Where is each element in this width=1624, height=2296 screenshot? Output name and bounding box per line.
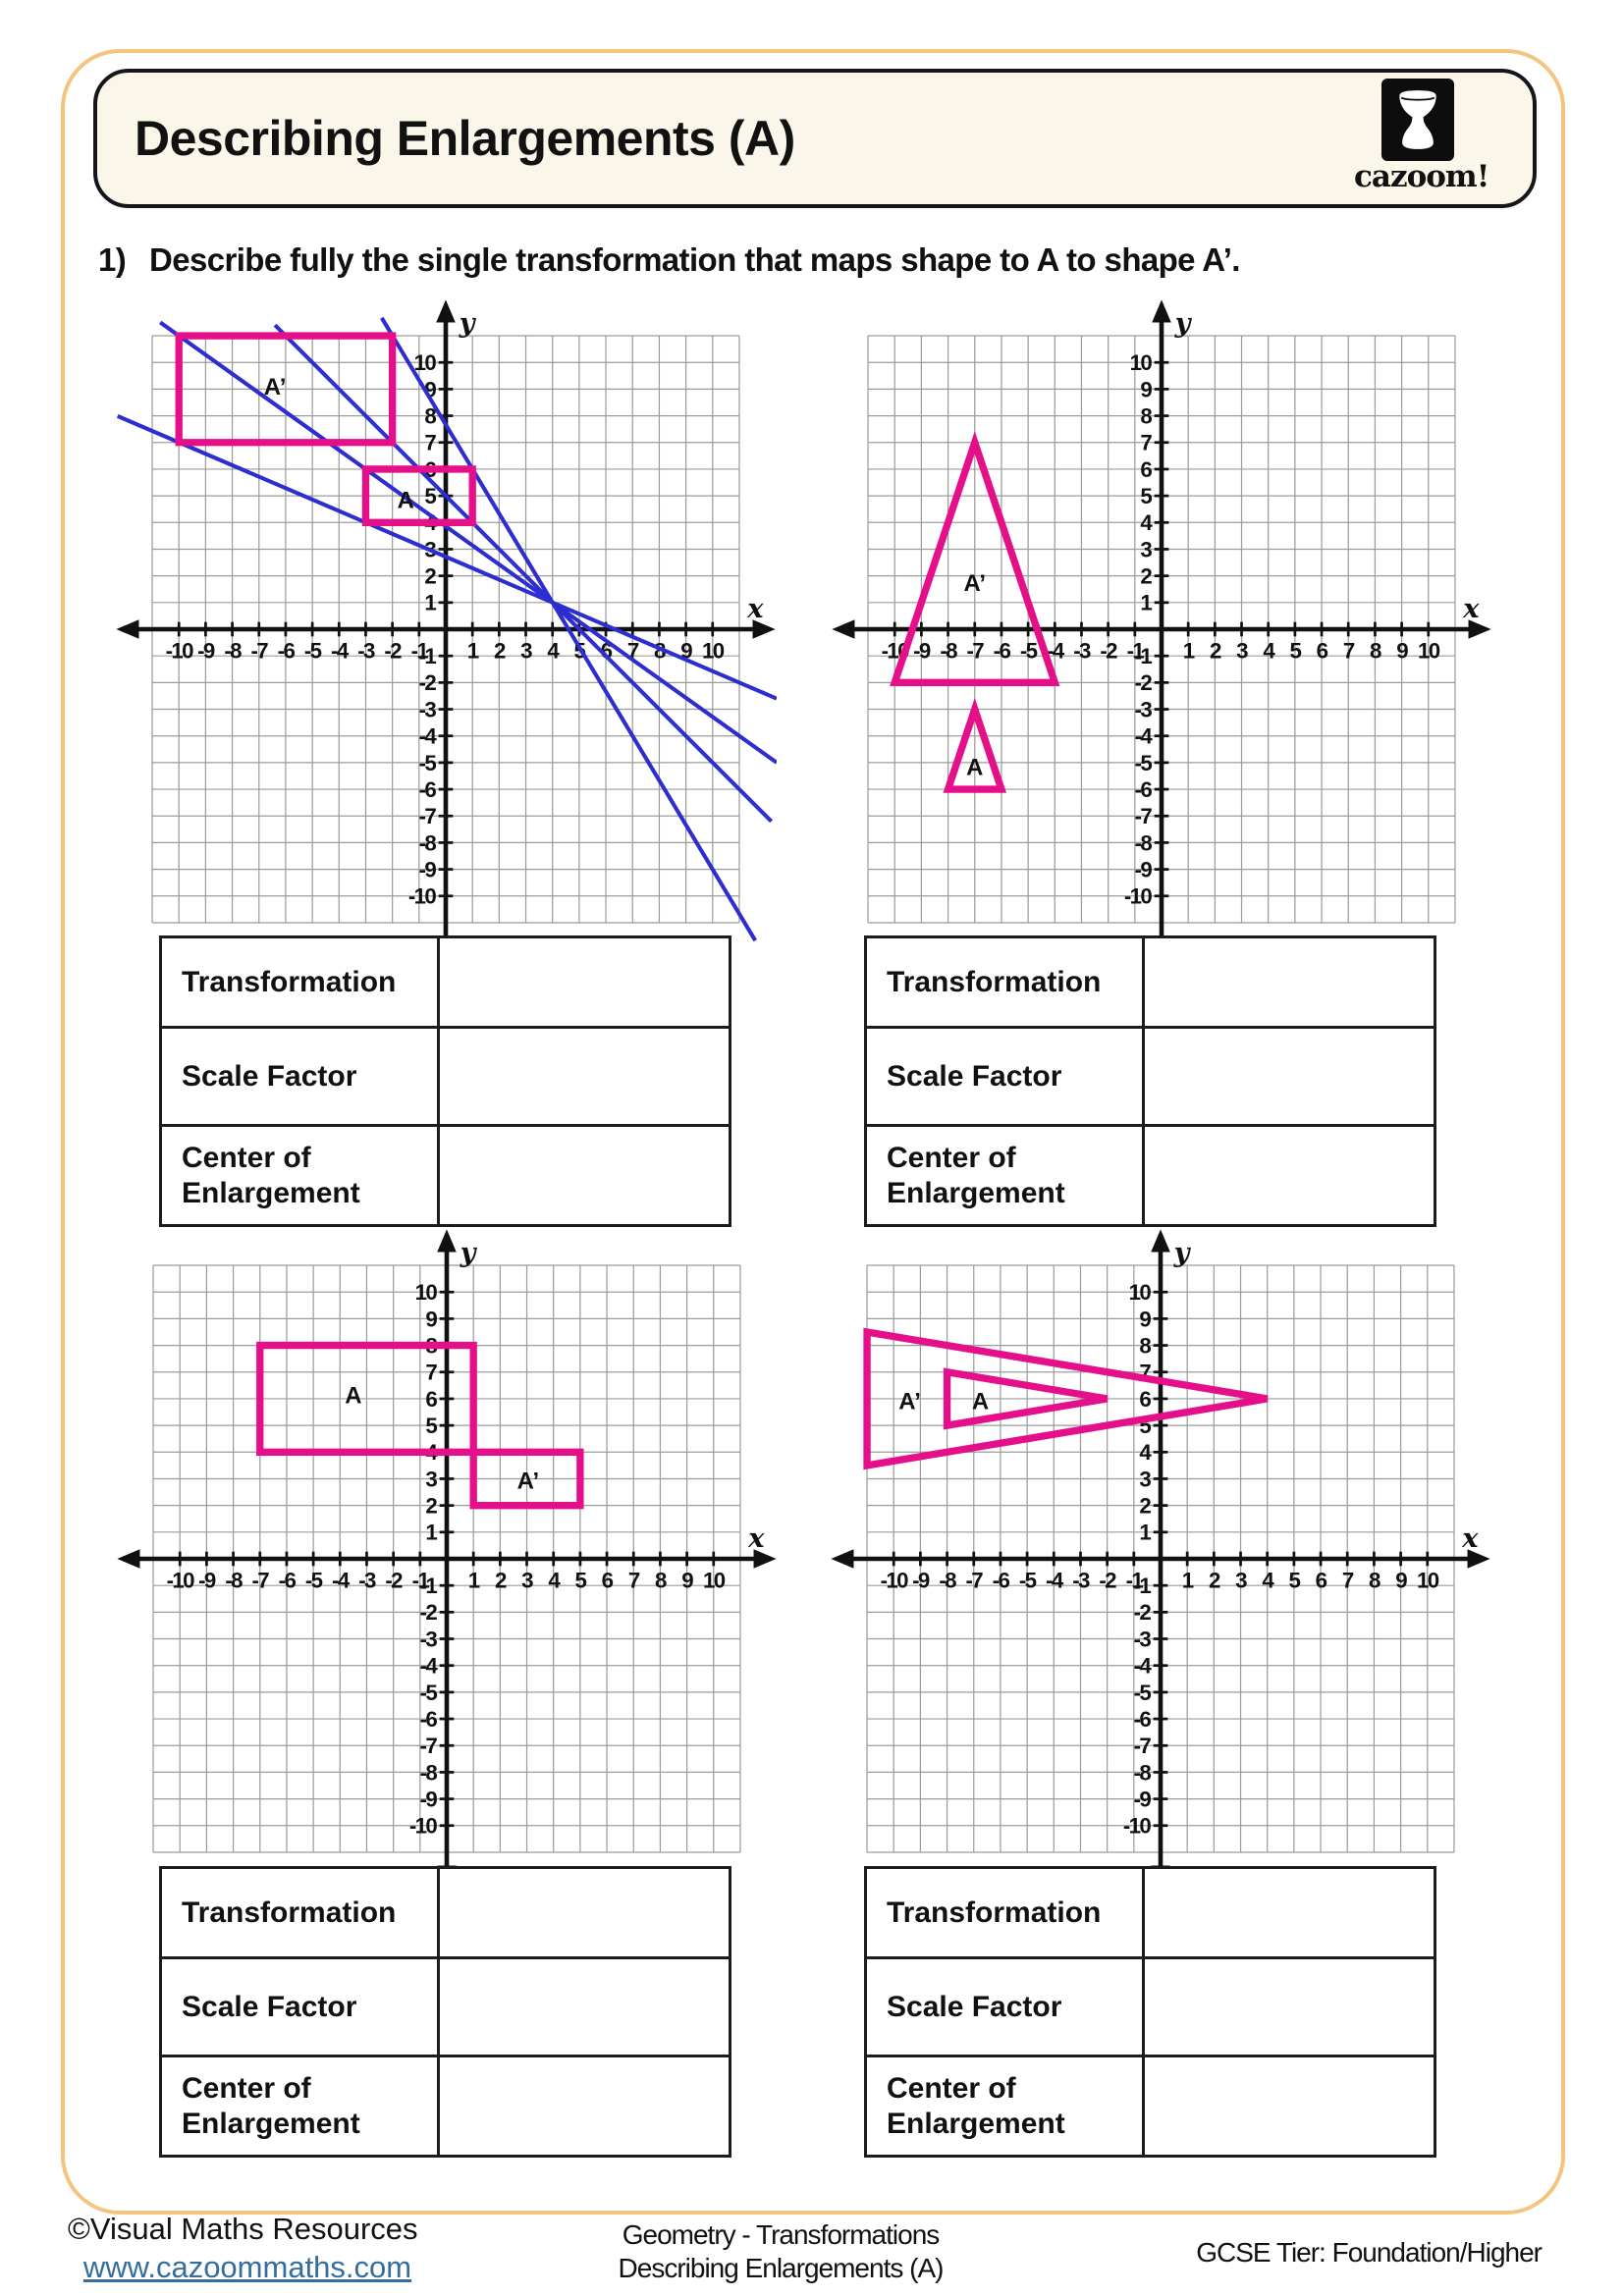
svg-text:4 — [1263, 638, 1275, 663]
svg-text:2 — [1209, 1568, 1220, 1592]
svg-text:-10 — [166, 638, 194, 663]
svg-text:3 — [1139, 1467, 1151, 1491]
question-number: 1) — [98, 241, 127, 278]
svg-text:9 — [425, 1307, 437, 1331]
svg-text:7 — [424, 431, 436, 455]
svg-text:1 — [425, 1521, 437, 1545]
svg-text:y: y — [1173, 1236, 1190, 1268]
svg-text:-9 — [197, 638, 215, 663]
svg-text:y: y — [1174, 306, 1191, 339]
svg-text:-1 — [419, 644, 437, 668]
svg-text:-3 — [357, 638, 375, 663]
row-label-center: Center of Enlargement — [867, 1127, 1145, 1224]
answer-cell-scale-factor — [440, 1959, 729, 2057]
svg-text:-2 — [419, 670, 437, 695]
svg-text:3 — [1236, 638, 1248, 663]
svg-text:-5 — [1019, 1568, 1037, 1592]
answer-cell-scale-factor — [1145, 1959, 1434, 2057]
svg-text:9 — [681, 1568, 693, 1592]
svg-text:-6 — [419, 777, 437, 802]
footer-tier: GCSE Tier: Foundation/Higher — [1196, 2237, 1542, 2268]
svg-text:-9 — [1134, 1787, 1152, 1811]
svg-text:-7 — [419, 804, 437, 828]
answer-cell-scale-factor — [440, 1029, 729, 1127]
svg-text:-6 — [993, 1568, 1010, 1592]
svg-text:10 — [415, 1280, 438, 1305]
svg-text:6 — [1140, 457, 1152, 482]
svg-text:-8 — [225, 1568, 243, 1592]
svg-text:4 — [1262, 1568, 1274, 1592]
answer-cell-center — [1145, 2057, 1434, 2155]
svg-text:-9 — [1135, 857, 1153, 881]
svg-text:A’ — [264, 374, 287, 400]
svg-text:10 — [1130, 350, 1153, 375]
svg-text:-5 — [1135, 751, 1153, 775]
footer-left — [56, 2212, 439, 2285]
svg-text:8 — [1369, 1568, 1380, 1592]
svg-text:-9 — [198, 1568, 216, 1592]
svg-text:10 — [1417, 1568, 1439, 1592]
svg-text:-6 — [1135, 777, 1153, 802]
row-label-center: Center of Enlargement — [162, 2057, 440, 2155]
answer-table-3 — [159, 1866, 731, 2158]
answer-cell-transformation — [440, 1869, 729, 1959]
svg-text:-5 — [420, 1681, 438, 1705]
svg-text:-8 — [940, 638, 957, 663]
row-label-center: Center of Enlargement — [867, 2057, 1145, 2155]
svg-text:-2 — [385, 1568, 403, 1592]
svg-text:-7 — [966, 638, 984, 663]
svg-text:-6 — [994, 638, 1011, 663]
svg-text:-10 — [408, 884, 437, 909]
row-label-transformation: Transformation — [867, 938, 1145, 1029]
svg-text:-10 — [881, 1568, 909, 1592]
answer-cell-center — [440, 1127, 729, 1224]
svg-text:1 — [1140, 591, 1152, 615]
svg-text:-2 — [1134, 1600, 1152, 1625]
svg-text:10 — [1418, 638, 1440, 663]
svg-text:x: x — [1462, 1522, 1479, 1554]
svg-text:5 — [1140, 484, 1152, 508]
answer-cell-center — [1145, 1127, 1434, 1224]
svg-text:10 — [414, 350, 437, 375]
svg-text:-7 — [965, 1568, 983, 1592]
svg-text:2 — [424, 564, 436, 589]
svg-text:9 — [1395, 1568, 1407, 1592]
svg-text:4 — [547, 638, 560, 663]
svg-text:3 — [520, 638, 532, 663]
svg-text:-1 — [1134, 1574, 1152, 1598]
svg-text:-10 — [1123, 1814, 1152, 1839]
svg-text:1 — [1182, 1568, 1194, 1592]
svg-text:-4 — [1046, 1568, 1064, 1592]
svg-text:5 — [1290, 638, 1302, 663]
svg-text:6 — [1139, 1387, 1151, 1412]
row-label-center: Center of Enlargement — [162, 1127, 440, 1224]
question — [98, 241, 1240, 279]
svg-text:-8 — [419, 830, 437, 855]
svg-text:A’ — [898, 1389, 921, 1415]
svg-text:7 — [628, 1568, 640, 1592]
svg-text:A — [398, 488, 414, 514]
svg-text:A — [345, 1382, 361, 1409]
svg-text:8 — [655, 1568, 667, 1592]
svg-text:9 — [1140, 377, 1152, 401]
svg-text:-7 — [251, 1568, 269, 1592]
svg-text:10 — [1129, 1280, 1152, 1305]
copyright-text: ©Visual Maths Resources — [68, 2212, 418, 2246]
svg-text:7 — [1343, 638, 1355, 663]
svg-text:6 — [602, 1568, 614, 1592]
answer-cell-transformation — [440, 938, 729, 1029]
svg-text:-8 — [1135, 830, 1153, 855]
svg-text:-7 — [1134, 1734, 1152, 1758]
svg-text:-3 — [419, 697, 437, 721]
svg-text:-2 — [1099, 1568, 1116, 1592]
svg-text:6 — [1316, 1568, 1327, 1592]
answer-cell-transformation — [1145, 938, 1434, 1029]
grid-4 — [830, 1228, 1491, 1890]
svg-text:3 — [425, 1467, 437, 1491]
svg-text:-2 — [1100, 638, 1117, 663]
grid-1 — [115, 298, 777, 960]
page-title: Describing Enlargements (A) — [135, 111, 795, 166]
svg-text:-9 — [912, 1568, 930, 1592]
svg-text:8 — [1140, 403, 1152, 428]
svg-text:x: x — [748, 1522, 765, 1554]
svg-text:-4 — [419, 724, 438, 749]
svg-text:A — [972, 1389, 989, 1415]
svg-text:-10 — [409, 1814, 438, 1839]
svg-text:y: y — [459, 306, 475, 339]
svg-text:-2 — [384, 638, 402, 663]
svg-text:-8 — [939, 1568, 956, 1592]
svg-text:-3 — [358, 1568, 376, 1592]
svg-text:5 — [425, 1414, 437, 1438]
svg-text:-4 — [1134, 1654, 1153, 1679]
svg-text:-10 — [1124, 884, 1153, 909]
answer-table-4 — [864, 1866, 1436, 2158]
svg-text:2 — [1139, 1494, 1151, 1519]
svg-text:-8 — [1134, 1760, 1152, 1785]
svg-text:-3 — [1072, 1568, 1090, 1592]
svg-text:3 — [1140, 537, 1152, 561]
cazoommaths-link[interactable]: www.cazoommaths.com — [82, 2250, 412, 2284]
svg-text:-5 — [305, 1568, 323, 1592]
footer-center — [579, 2218, 982, 2285]
svg-text:1 — [468, 1568, 480, 1592]
svg-text:-9 — [913, 638, 931, 663]
svg-text:-9 — [420, 1787, 438, 1811]
row-label-scale-factor: Scale Factor — [867, 1029, 1145, 1127]
svg-text:-4 — [331, 638, 350, 663]
svg-text:-6 — [420, 1707, 438, 1732]
svg-text:-2 — [420, 1600, 438, 1625]
svg-text:1 — [467, 638, 479, 663]
svg-text:-7 — [250, 638, 268, 663]
grid-3 — [116, 1228, 778, 1890]
question-text: Describe fully the single transformation that maps shape to A to shape A’. — [149, 241, 1240, 278]
svg-text:10 — [702, 638, 725, 663]
svg-text:3 — [1235, 1568, 1247, 1592]
svg-text:9 — [1139, 1307, 1151, 1331]
svg-text:7 — [425, 1361, 437, 1385]
answer-table-1 — [159, 935, 731, 1227]
svg-text:8 — [1139, 1333, 1151, 1358]
svg-text:6 — [1317, 638, 1328, 663]
svg-text:8 — [1370, 638, 1381, 663]
row-label-transformation: Transformation — [162, 1869, 440, 1959]
svg-text:A’ — [517, 1468, 540, 1494]
svg-text:6 — [425, 1387, 437, 1412]
svg-text:1 — [424, 591, 436, 615]
svg-text:1 — [1183, 638, 1195, 663]
svg-text:-8 — [420, 1760, 438, 1785]
svg-text:-8 — [224, 638, 242, 663]
svg-text:-5 — [1020, 638, 1038, 663]
svg-text:3 — [521, 1568, 533, 1592]
svg-text:2 — [494, 638, 506, 663]
svg-text:10 — [703, 1568, 726, 1592]
row-label-transformation: Transformation — [162, 938, 440, 1029]
svg-text:-7 — [1135, 804, 1153, 828]
svg-text:-3 — [1073, 638, 1091, 663]
svg-text:5 — [1289, 1568, 1301, 1592]
row-label-scale-factor: Scale Factor — [162, 1029, 440, 1127]
svg-text:5 — [424, 484, 436, 508]
svg-text:-7 — [420, 1734, 438, 1758]
svg-text:A’ — [963, 570, 986, 597]
cazoom-drum-icon — [1381, 79, 1454, 161]
footer-topic: Geometry - Transformations — [622, 2219, 940, 2250]
svg-text:-9 — [419, 857, 437, 881]
svg-text:-6 — [1134, 1707, 1152, 1732]
svg-text:2 — [1210, 638, 1221, 663]
svg-text:-6 — [279, 1568, 297, 1592]
row-label-scale-factor: Scale Factor — [162, 1959, 440, 2057]
svg-text:-3 — [1135, 697, 1153, 721]
answer-cell-transformation — [1145, 1869, 1434, 1959]
svg-text:5 — [575, 1568, 587, 1592]
svg-text:1 — [1139, 1521, 1151, 1545]
svg-text:-6 — [278, 638, 296, 663]
row-label-scale-factor: Scale Factor — [867, 1959, 1145, 2057]
svg-text:-3 — [420, 1627, 438, 1651]
grid-2 — [831, 298, 1492, 960]
header — [93, 69, 1537, 208]
answer-table-2 — [864, 935, 1436, 1227]
answer-cell-scale-factor — [1145, 1029, 1434, 1127]
svg-text:-5 — [419, 751, 437, 775]
svg-text:-5 — [304, 638, 322, 663]
cazoom-logo — [1354, 79, 1489, 194]
svg-text:-2 — [1135, 670, 1153, 695]
footer-sheet-name: Describing Enlargements (A) — [618, 2253, 944, 2283]
svg-text:-4 — [332, 1568, 351, 1592]
svg-text:y: y — [460, 1236, 476, 1268]
svg-text:-1 — [1135, 644, 1153, 668]
svg-text:x: x — [1463, 592, 1480, 624]
svg-text:x: x — [747, 592, 764, 624]
svg-text:-10 — [167, 1568, 195, 1592]
svg-text:2 — [495, 1568, 507, 1592]
svg-text:-5 — [1134, 1681, 1152, 1705]
svg-text:-3 — [1134, 1627, 1152, 1651]
svg-text:7 — [1342, 1568, 1354, 1592]
svg-text:9 — [1396, 638, 1408, 663]
svg-text:-4 — [420, 1654, 439, 1679]
svg-text:A — [966, 754, 983, 780]
svg-text:7 — [1140, 431, 1152, 455]
svg-text:2 — [1140, 564, 1152, 589]
cazoom-logo-text: cazoom! — [1354, 159, 1489, 194]
svg-text:-4 — [1135, 724, 1154, 749]
svg-text:-1 — [420, 1574, 438, 1598]
answer-cell-center — [440, 2057, 729, 2155]
svg-text:4 — [548, 1568, 561, 1592]
row-label-transformation: Transformation — [867, 1869, 1145, 1959]
svg-text:2 — [425, 1494, 437, 1519]
